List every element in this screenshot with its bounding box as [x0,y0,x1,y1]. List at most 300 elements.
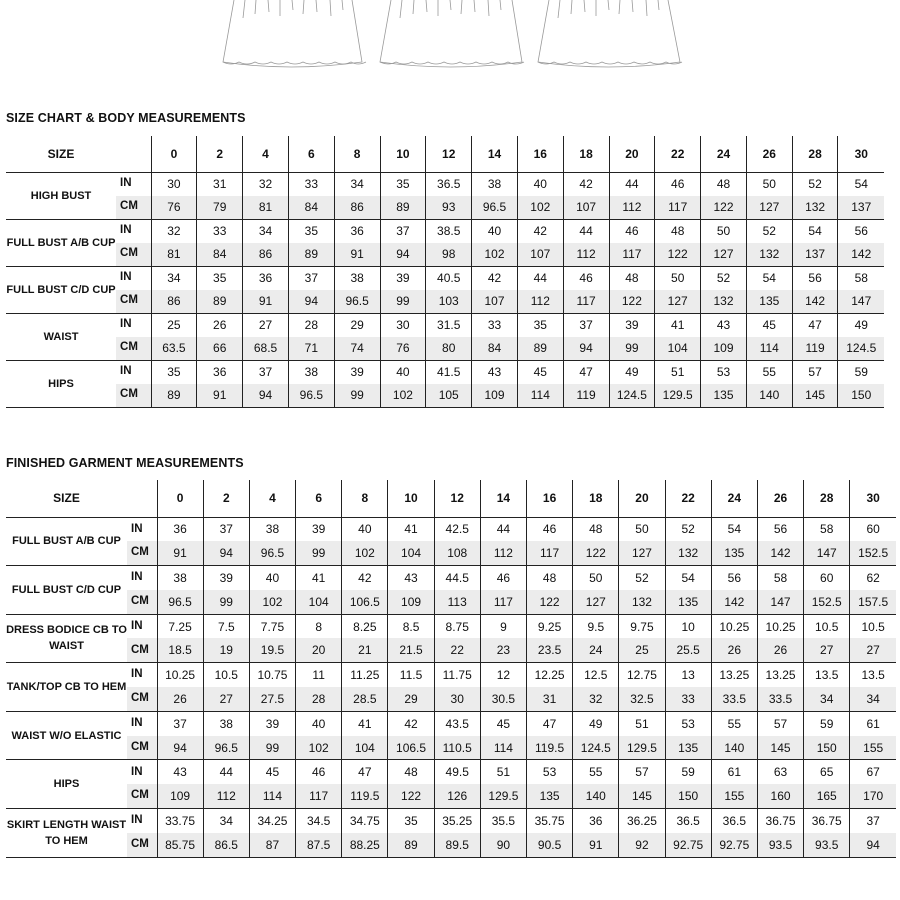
table-cell: 10.5 [203,663,249,687]
table-cell: 35 [288,219,334,243]
table-cell: 34 [203,809,249,833]
table-cell: 50 [619,517,665,541]
table-cell: 107 [563,196,609,220]
body-size-16: 16 [517,136,563,172]
table-cell: 56 [838,219,884,243]
table-cell: 109 [472,384,518,408]
body-size-header: SIZE [6,136,116,172]
table-cell: 34 [850,687,896,711]
table-cell: 39 [380,266,426,290]
table-cell: 140 [573,784,619,808]
table-cell: 137 [838,196,884,220]
table-cell: 37 [380,219,426,243]
skirt-sketch-1 [223,0,366,67]
unit-cm: CM [116,384,151,408]
table-cell: 84 [197,243,243,267]
table-cell: 99 [296,541,342,565]
table-cell: 30 [434,687,480,711]
table-cell: 44 [609,172,655,196]
table-cell: 129.5 [619,736,665,760]
table-cell: 124.5 [838,337,884,361]
table-cell: 23.5 [527,638,573,662]
table-cell: 12.5 [573,663,619,687]
table-cell: 59 [665,760,711,784]
table-cell: 53 [665,711,711,735]
table-cell: 24 [573,638,619,662]
table-cell: 31 [197,172,243,196]
unit-in: IN [120,365,132,378]
unit-cm: CM [127,638,157,662]
table-cell: 42 [342,566,388,590]
table-cell: 21.5 [388,638,434,662]
table-cell: 37 [203,517,249,541]
table-cell: 88.25 [342,833,388,857]
table-cell: 108 [434,541,480,565]
table-cell: 9.75 [619,614,665,638]
table-cell: 56 [711,566,757,590]
garment-row-2-cm [6,590,896,614]
table-cell: 38 [249,517,295,541]
table-cell: 74 [334,337,380,361]
body-measurements-title: SIZE CHART & BODY MEASUREMENTS [6,111,246,125]
table-cell: 127 [746,196,792,220]
table-cell: 33 [197,219,243,243]
garment-row-4-cm [6,687,896,711]
garment-row-4-in [6,663,896,687]
table-cell: 33.5 [711,687,757,711]
table-cell: 35.25 [434,809,480,833]
table-cell: 10.5 [804,614,850,638]
table-cell: 7.25 [157,614,203,638]
garment-measurement-label: TANK/TOP CB TO HEM [6,663,127,712]
unit-in: IN [131,814,143,827]
garment-size-8: 8 [342,480,388,517]
table-cell: 155 [850,736,896,760]
unit-in: IN [120,224,132,237]
table-cell: 23 [480,638,526,662]
table-cell: 43 [388,566,434,590]
garment-row-5-in [6,711,896,735]
garment-row-5-cm [6,736,896,760]
body-size-10: 10 [380,136,426,172]
table-cell: 9 [480,614,526,638]
table-cell: 104 [342,736,388,760]
table-cell: 26 [157,687,203,711]
table-cell: 117 [480,590,526,614]
table-cell: 67 [850,760,896,784]
garment-measurements-table [6,480,896,858]
table-cell: 59 [804,711,850,735]
table-cell: 54 [838,172,884,196]
unit-cm: CM [127,736,157,760]
table-cell: 89 [288,243,334,267]
table-cell: 50 [701,219,747,243]
table-cell: 84 [288,196,334,220]
unit-cm: CM [116,337,151,361]
table-cell: 7.5 [203,614,249,638]
table-cell: 94 [243,384,289,408]
table-cell: 22 [434,638,480,662]
table-cell: 46 [480,566,526,590]
table-cell: 61 [850,711,896,735]
table-cell: 126 [434,784,480,808]
garment-measurement-label: FULL BUST A/B CUP [6,517,127,566]
table-cell: 99 [334,384,380,408]
table-cell: 112 [203,784,249,808]
table-cell: 150 [838,384,884,408]
table-cell: 42 [517,219,563,243]
table-cell: 145 [792,384,838,408]
table-cell: 46 [609,219,655,243]
table-cell: 47 [342,760,388,784]
table-cell: 122 [655,243,701,267]
body-row-4-cm [6,337,884,361]
table-cell: 62 [850,566,896,590]
table-cell: 57 [757,711,803,735]
table-cell: 105 [426,384,472,408]
unit-cm: CM [116,290,151,314]
unit-in: IN [131,522,143,535]
unit-cm: CM [116,243,151,267]
table-cell: 13.25 [711,663,757,687]
body-row-3-in [6,266,884,290]
table-cell: 119.5 [342,784,388,808]
table-cell: 106.5 [342,590,388,614]
table-cell: 135 [527,784,573,808]
table-cell: 89 [388,833,434,857]
table-cell: 27.5 [249,687,295,711]
table-cell: 92 [619,833,665,857]
table-cell: 52 [665,517,711,541]
table-cell: 61 [711,760,757,784]
table-cell: 19.5 [249,638,295,662]
garment-size-18: 18 [573,480,619,517]
table-cell: 99 [609,337,655,361]
garment-size-22: 22 [665,480,711,517]
table-cell: 36.25 [619,809,665,833]
table-cell: 86 [334,196,380,220]
table-cell: 32 [151,219,197,243]
body-row-4-in [6,313,884,337]
table-cell: 33 [472,313,518,337]
table-cell: 25.5 [665,638,711,662]
table-cell: 37 [288,266,334,290]
table-cell: 35.75 [527,809,573,833]
table-cell: 38 [288,360,334,384]
table-cell: 25 [619,638,665,662]
garment-measurement-label: WAIST W/O ELASTIC [6,711,127,760]
table-cell: 36 [573,809,619,833]
table-cell: 76 [380,337,426,361]
unit-cm: CM [127,590,157,614]
table-cell: 40 [472,219,518,243]
garment-size-12: 12 [434,480,480,517]
table-cell: 48 [609,266,655,290]
unit-in: IN [131,717,143,730]
table-cell: 34.5 [296,809,342,833]
table-cell: 48 [527,566,573,590]
table-cell: 99 [380,290,426,314]
table-cell: 50 [746,172,792,196]
table-cell: 42 [388,711,434,735]
body-size-12: 12 [426,136,472,172]
table-cell: 35.5 [480,809,526,833]
garment-size-30: 30 [850,480,896,517]
table-cell: 19 [203,638,249,662]
table-cell: 33.75 [157,809,203,833]
table-cell: 43 [701,313,747,337]
table-cell: 51 [480,760,526,784]
table-cell: 10.5 [850,614,896,638]
table-cell: 39 [609,313,655,337]
table-cell: 40 [342,517,388,541]
unit-in: IN [131,571,143,584]
table-cell: 47 [563,360,609,384]
table-cell: 48 [655,219,701,243]
table-cell: 28.5 [342,687,388,711]
table-cell: 44 [517,266,563,290]
table-cell: 102 [472,243,518,267]
table-cell: 142 [711,590,757,614]
table-cell: 127 [619,541,665,565]
table-cell: 10.25 [157,663,203,687]
body-row-2-in [6,219,884,243]
table-cell: 42 [472,266,518,290]
body-size-26: 26 [746,136,792,172]
body-size-8: 8 [334,136,380,172]
garment-measurement-label: HIPS [6,760,127,809]
table-cell: 35 [388,809,434,833]
table-cell: 135 [746,290,792,314]
body-measurement-label: HIGH BUST [6,172,116,219]
table-cell: 36.5 [426,172,472,196]
table-cell: 54 [792,219,838,243]
table-cell: 94 [288,290,334,314]
table-cell: 76 [151,196,197,220]
table-cell: 92.75 [711,833,757,857]
table-cell: 170 [850,784,896,808]
garment-row-3-in [6,614,896,638]
table-cell: 42 [563,172,609,196]
body-size-22: 22 [655,136,701,172]
table-cell: 38 [472,172,518,196]
garment-size-20: 20 [619,480,665,517]
table-cell: 11 [296,663,342,687]
body-unit-header [116,136,151,172]
table-cell: 147 [804,541,850,565]
table-cell: 81 [151,243,197,267]
table-cell: 58 [838,266,884,290]
table-cell: 55 [711,711,757,735]
table-cell: 127 [701,243,747,267]
table-cell: 114 [249,784,295,808]
table-cell: 46 [527,517,573,541]
table-cell: 32.5 [619,687,665,711]
table-cell: 104 [655,337,701,361]
body-measurement-label: FULL BUST C/D CUP [6,266,116,313]
garment-size-4: 4 [249,480,295,517]
skirt-sketch-3 [538,0,682,67]
table-cell: 68.5 [243,337,289,361]
table-cell: 51 [655,360,701,384]
table-cell: 60 [850,517,896,541]
table-cell: 49 [838,313,884,337]
table-cell: 41 [388,517,434,541]
unit-in: IN [120,177,132,190]
table-cell: 152.5 [850,541,896,565]
table-cell: 26 [757,638,803,662]
table-cell: 102 [517,196,563,220]
table-cell: 63 [757,760,803,784]
table-cell: 45 [249,760,295,784]
table-cell: 102 [342,541,388,565]
table-cell: 89.5 [434,833,480,857]
table-cell: 55 [573,760,619,784]
table-cell: 89 [380,196,426,220]
table-cell: 84 [472,337,518,361]
table-cell: 37 [850,809,896,833]
unit-in: IN [131,619,143,632]
table-cell: 157.5 [850,590,896,614]
body-measurement-label: HIPS [6,360,116,407]
unit-in: IN [131,765,143,778]
table-cell: 36 [197,360,243,384]
table-cell: 34 [151,266,197,290]
table-cell: 45 [517,360,563,384]
table-cell: 43.5 [434,711,480,735]
table-cell: 36 [243,266,289,290]
table-cell: 34 [334,172,380,196]
body-row-3-cm [6,290,884,314]
garment-size-14: 14 [480,480,526,517]
table-cell: 90 [480,833,526,857]
table-cell: 135 [665,590,711,614]
garment-row-1-cm [6,541,896,565]
table-cell: 45 [480,711,526,735]
table-cell: 27 [850,638,896,662]
table-cell: 119 [792,337,838,361]
table-cell: 150 [804,736,850,760]
table-cell: 46 [655,172,701,196]
table-cell: 36 [334,219,380,243]
table-cell: 49 [609,360,655,384]
table-cell: 30.5 [480,687,526,711]
table-cell: 41.5 [426,360,472,384]
unit-in: IN [120,271,132,284]
unit-cm: CM [127,687,157,711]
table-cell: 96.5 [334,290,380,314]
table-cell: 51 [619,711,665,735]
table-cell: 59 [838,360,884,384]
table-cell: 152.5 [804,590,850,614]
table-cell: 117 [296,784,342,808]
table-cell: 117 [563,290,609,314]
table-cell: 54 [746,266,792,290]
body-row-1-in [6,172,884,196]
table-cell: 28 [296,687,342,711]
garment-size-28: 28 [804,480,850,517]
table-cell: 52 [701,266,747,290]
table-cell: 122 [573,541,619,565]
table-cell: 112 [563,243,609,267]
table-cell: 29 [334,313,380,337]
garment-size-header: SIZE [6,480,127,517]
garment-size-16: 16 [527,480,573,517]
table-cell: 94 [203,541,249,565]
table-cell: 91 [334,243,380,267]
garment-row-1-in [6,517,896,541]
table-cell: 94 [563,337,609,361]
unit-cm: CM [127,541,157,565]
table-cell: 12.75 [619,663,665,687]
table-cell: 132 [792,196,838,220]
table-cell: 96.5 [203,736,249,760]
table-cell: 65 [804,760,850,784]
table-cell: 18.5 [157,638,203,662]
table-cell: 57 [619,760,665,784]
table-cell: 10 [665,614,711,638]
table-cell: 10.75 [249,663,295,687]
garment-row-6-in [6,760,896,784]
garment-size-10: 10 [388,480,434,517]
table-cell: 12 [480,663,526,687]
table-cell: 102 [296,736,342,760]
garment-measurement-label: FULL BUST C/D CUP [6,566,127,615]
table-cell: 20 [296,638,342,662]
table-cell: 132 [665,541,711,565]
table-cell: 140 [746,384,792,408]
table-cell: 94 [850,833,896,857]
table-cell: 145 [757,736,803,760]
table-cell: 91 [573,833,619,857]
table-cell: 52 [619,566,665,590]
garment-measurements-title: FINISHED GARMENT MEASUREMENTS [6,456,244,470]
table-cell: 147 [757,590,803,614]
table-cell: 89 [517,337,563,361]
table-cell: 44.5 [434,566,480,590]
table-cell: 52 [792,172,838,196]
garment-size-26: 26 [757,480,803,517]
table-cell: 86.5 [203,833,249,857]
body-measurements-table [6,136,884,408]
table-cell: 147 [838,290,884,314]
table-cell: 8.25 [342,614,388,638]
table-cell: 104 [388,541,434,565]
skirt-sketch-2 [380,0,524,67]
table-cell: 119 [563,384,609,408]
table-cell: 127 [655,290,701,314]
body-size-2: 2 [197,136,243,172]
table-cell: 117 [609,243,655,267]
body-row-5-in [6,360,884,384]
table-cell: 9.25 [527,614,573,638]
table-cell: 34 [804,687,850,711]
table-cell: 38.5 [426,219,472,243]
table-cell: 117 [527,541,573,565]
table-cell: 45 [746,313,792,337]
table-cell: 8.5 [388,614,434,638]
garment-measurement-label: SKIRT LENGTH WAIST TO HEM [6,809,127,858]
table-cell: 11.75 [434,663,480,687]
garment-size-24: 24 [711,480,757,517]
table-cell: 33.5 [757,687,803,711]
unit-cm: CM [116,196,151,220]
table-cell: 114 [746,337,792,361]
table-cell: 36.5 [711,809,757,833]
table-cell: 89 [151,384,197,408]
table-cell: 13.5 [804,663,850,687]
table-cell: 37 [243,360,289,384]
